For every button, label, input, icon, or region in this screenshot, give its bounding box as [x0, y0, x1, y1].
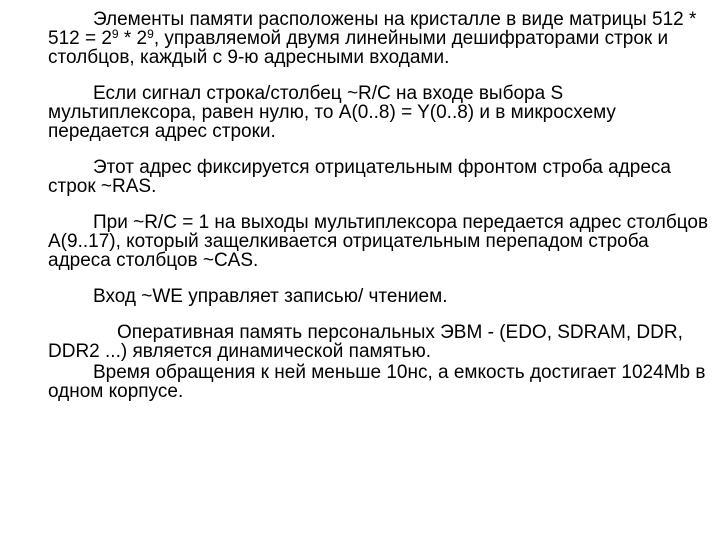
superscript-exponent: 9	[147, 27, 154, 41]
paragraph-text: Время обращения к ней меньше 10нс, а емкость достигает 1024Mb в одном корпусе.	[48, 362, 706, 402]
paragraph-row-address	[48, 84, 712, 141]
paragraph-column-address	[48, 213, 712, 270]
document-body	[48, 10, 712, 401]
superscript-exponent: 9	[111, 27, 119, 41]
paragraph-text: При ~R/C = 1 на выходы мультиплексора передается адрес столбцов A(9..17), который защелкивается отрицательным перепадом строба адреса столбцов ~CAS.	[48, 212, 709, 271]
paragraph-we-control	[48, 287, 712, 306]
paragraph-text: Оперативная память персональных ЭВМ - (EDO, SDRAM, DDR, DDR2 ...) является динамической памятью.	[48, 322, 683, 362]
paragraph-text: Этот адрес фиксируется отрицательным фронтом строба адреса строк ~RAS.	[48, 157, 671, 197]
paragraph-memory-matrix	[48, 10, 712, 67]
paragraph-text: Вход ~WE управляет записью/ чтением.	[93, 286, 448, 307]
text-segment: * 2	[118, 28, 148, 49]
text-segment: , управляемой двумя линейными дешифраторами строк и столбцов, каждый с 9-ю адресными входами.	[48, 28, 669, 68]
paragraph-ras-strobe	[48, 158, 712, 196]
paragraph-pc-memory	[48, 323, 712, 361]
paragraph-access-time	[48, 363, 712, 401]
paragraph-text: Если сигнал строка/столбец ~R/C на входе выбора S мультиплексора, равен нулю, то A(0..8) = Y(0..8) и в микросхему передается адрес строки.	[48, 83, 616, 142]
text-segment: Элементы памяти расположены на кристалле в виде матрицы 512 * 512 = 2	[48, 9, 697, 49]
